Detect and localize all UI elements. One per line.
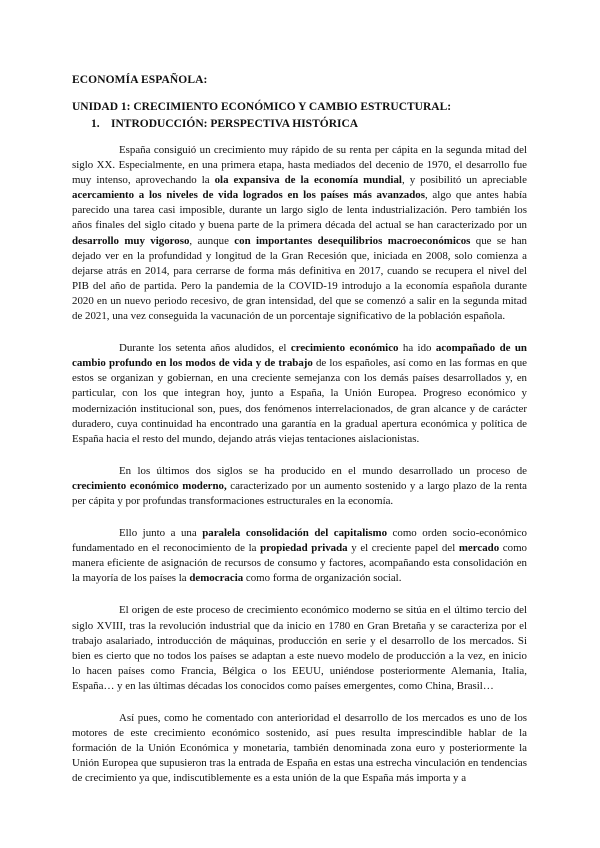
- text-run: , y posibilitó un apreciable: [401, 174, 527, 187]
- section-number: 1.: [91, 118, 100, 130]
- paragraph: [72, 603, 527, 694]
- document-body: [72, 143, 527, 803]
- section-title: INTRODUCCIÓN: PERSPECTIVA HISTÓRICA: [111, 118, 359, 130]
- text-run: , algo que antes había parecido una tarea casi imposible, durante un largo siglo de lenta industrialización. Pero también los años finales del siglo citado y buena parte de la primera década del actual se han caracterizado por un: [72, 189, 527, 232]
- paragraph: [72, 143, 527, 324]
- text-run: ha ido: [398, 342, 436, 355]
- text-run: de los españoles, así como en las formas en que estos se organizan y gobiernan, en una creciente semejanza con los demás países desarrollados y, en particular, con los que integran hoy, junto a España, la Unión Europea. Progreso económico y modernización institucional son, pues, dos fenómenos interrelacionados, de gran alcance y de carácter duradero, cuya continuidad ha encontrado una garantía en la gradual apertura económica y política de España hacia el resto del mundo, dejando atrás viejas tentaciones aislacionistas.: [72, 357, 527, 445]
- section-heading: [91, 118, 358, 130]
- text-run: caracterizado por un aumento sostenido y a largo plazo de la renta per cápita y por profundas transformaciones estructurales en la economía.: [72, 479, 527, 507]
- bold-text: acercamiento a los niveles de vida logrados en los países más avanzados: [72, 189, 425, 202]
- text-run: y el creciente papel del: [347, 542, 459, 555]
- bold-text: propiedad privada: [260, 542, 348, 555]
- text-run: , aunque: [189, 234, 235, 247]
- bold-text: democracia: [189, 572, 244, 585]
- bold-text: mercado: [458, 542, 500, 555]
- document-title: ECONOMÍA ESPAÑOLA:: [72, 74, 208, 86]
- paragraph: [72, 464, 527, 509]
- text-run: Durante los setenta años aludidos, el: [119, 342, 291, 355]
- bold-text: ola expansiva de la economía mundial: [214, 174, 402, 187]
- text-run: En los últimos dos siglos se ha producido en el mundo desarrollado un proceso de: [119, 464, 527, 477]
- text-run: como orden socio-económico fundamentado en el reconocimiento de la: [72, 527, 527, 555]
- text-run: como forma de organización social.: [243, 572, 402, 585]
- bold-text: desarrollo muy vigoroso: [72, 234, 190, 247]
- paragraph: [72, 341, 527, 447]
- bold-text: paralela consolidación del capitalismo: [202, 527, 388, 540]
- text-run: Así pues, como he comentado con anterioridad el desarrollo de los mercados es uno de los motores de este crecimiento económico sostenido, así pues resulta imprescindible hablar de la formación de la Unión Económica y monetaria, también denominada zona euro y posteriormente la Unión Europea que supusieron tras la entrada de España en estas una estrecha vinculación en tendencias de crecimiento ya que, indiscutiblemente es a esta unión de la que España más importa y a: [72, 712, 527, 785]
- bold-text: crecimiento económico moderno,: [72, 479, 227, 492]
- paragraph: [72, 711, 527, 786]
- text-run: El origen de este proceso de crecimiento económico moderno se sitúa en el último tercio del siglo XVIII, tras la revolución industrial que da inicio en 1780 en Gran Bretaña y se caracteriza por el trabajo asalariado, introducción de máquinas, producción en serie y el desarrollo de los mercados. Si bien es cierto que no todos los países se adaptan a este nuevo modelo de producción a la vez, en inicio lo hacen países como Francia, Bélgica o los EEUU, uniéndose posteriormente Alemania, Italia, España… y en las últimas décadas los conocidos como países emergentes, como China, Brasil…: [72, 604, 527, 692]
- text-run: España consiguió un crecimiento muy rápido de su renta per cápita en la segunda mitad del siglo XX. Especialmente, en una primera etapa, hasta mediados del decenio de 1970, el desarrollo fue muy intenso, aprovechando la: [72, 144, 527, 187]
- bold-text: acompañado de un cambio profundo en los modos de vida y de trabajo: [72, 342, 527, 370]
- text-run: que se han dejado ver en la profundidad y longitud de la Gran Recesión que, iniciada en 2008, solo comienza a dejarse atrás en 2014, para cerrarse de forma más definitiva en 2017, cuando se recupera el nivel del PIB del año de partida. Pero la pandemia de la COVID-19 introdujo a la economía española durante 2020 en un nuevo periodo recesivo, de gran intensidad, del que se comenzó a salir en la segunda mitad de 2021, una vez conseguida la vacunación de un porcentaje significativo de la población española.: [72, 234, 527, 323]
- bold-text: con importantes desequilibrios macroeconómicos: [234, 234, 471, 247]
- paragraph: [72, 526, 527, 586]
- unit-title: UNIDAD 1: CRECIMIENTO ECONÓMICO Y CAMBIO ESTRUCTURAL:: [72, 101, 452, 113]
- text-run: Ello junto a una: [119, 527, 203, 540]
- bold-text: crecimiento económico: [290, 342, 399, 355]
- text-run: como manera eficiente de asignación de recursos de consumo y factores, acompañando esta consolidación en la mayoría de los países la: [72, 542, 528, 585]
